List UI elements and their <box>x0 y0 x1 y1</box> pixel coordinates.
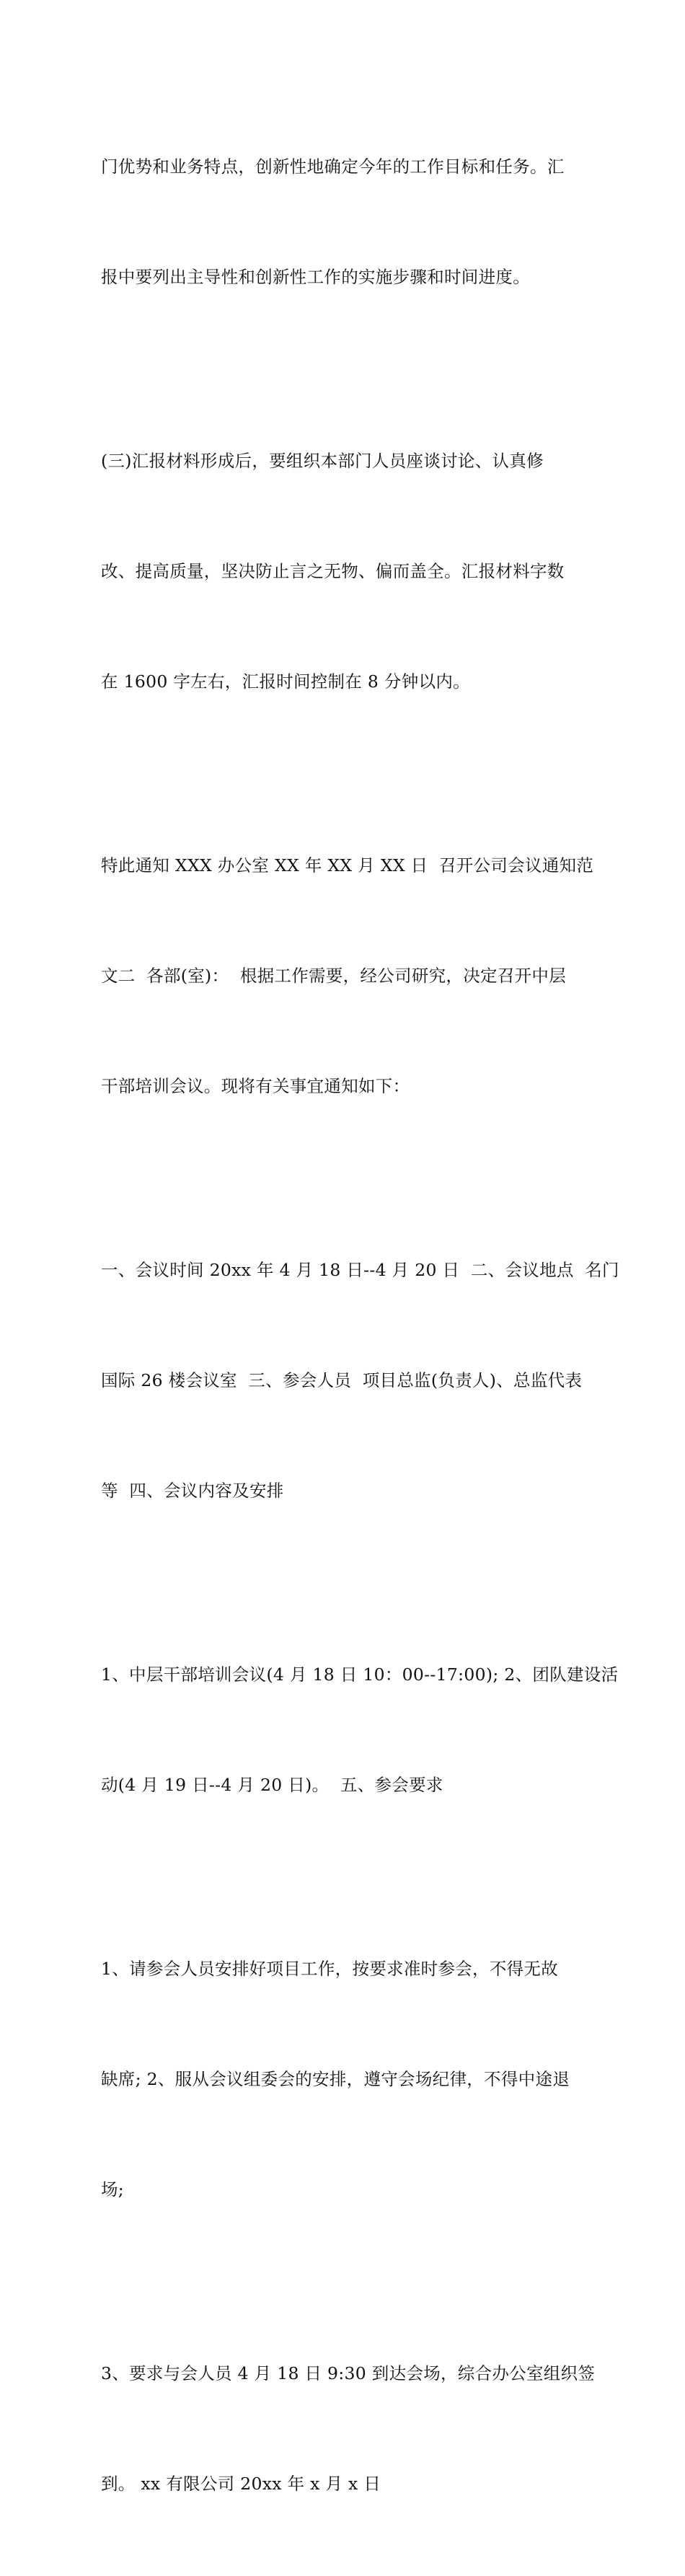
text-line: 一、会议时间 20xx 年 4 月 18 日--4 月 20 日 二、会议地点 名门 <box>101 1260 619 1280</box>
paragraph-notice-intro <box>101 774 594 1178</box>
text-line: 动(4 月 19 日--4 月 20 日)。 五、参会要求 <box>101 1775 443 1795</box>
text-line: 3、要求与会人员 4 月 18 日 9:30 到达会场，综合办公室组织签 <box>101 2363 596 2383</box>
text-line: 改、提高质量，坚决防止言之无物、偏而盖全。汇报材料字数 <box>101 561 565 581</box>
text-line: 1、中层干部培训会议(4 月 18 日 10：00--17:00); 2、团队建设活 <box>101 1664 619 1685</box>
text-line: 报中要列出主导性和创新性工作的实施步骤和时间进度。 <box>101 267 530 287</box>
text-line: 缺席; 2、服从会议组委会的安排，遵守会场纪律，不得中途退 <box>101 2069 570 2089</box>
text-line: 1、请参会人员安排好项目工作，按要求准时参会，不得无故 <box>101 1959 559 1979</box>
paragraph-agenda <box>101 1583 619 1877</box>
text-line: 门优势和业务特点，创新性地确定今年的工作目标和任务。汇 <box>101 156 565 177</box>
text-line: 国际 26 楼会议室 三、参会人员 项目总监(负责人)、总监代表 <box>101 1370 583 1390</box>
text-line: 特此通知 XXX 办公室 XX 年 XX 月 XX 日 召开公司会议通知范 <box>101 855 594 875</box>
text-line: 等 四、会议内容及安排 <box>101 1481 284 1501</box>
text-line: 到。 xx 有限公司 20xx 年 x 月 x 日 <box>101 2474 381 2494</box>
text-line: 场; <box>101 2179 125 2200</box>
paragraph-requirements <box>101 1877 591 2282</box>
paragraph-signoff <box>101 2282 596 2576</box>
text-line: 干部培训会议。现将有关事宜通知如下： <box>101 1076 410 1096</box>
text-line: 文二 各部(室)： 根据工作需要，经公司研究，决定召开中层 <box>101 966 567 986</box>
paragraph-meeting-details <box>101 1178 619 1583</box>
paragraph-report-materials <box>101 369 591 774</box>
text-line: (三)汇报材料形成后，要组织本部门人员座谈讨论、认真修 <box>101 451 544 471</box>
paragraph-goals <box>101 75 591 369</box>
document-body <box>101 75 619 2576</box>
text-line: 在 1600 字左右，汇报时间控制在 8 分钟以内。 <box>101 671 470 692</box>
